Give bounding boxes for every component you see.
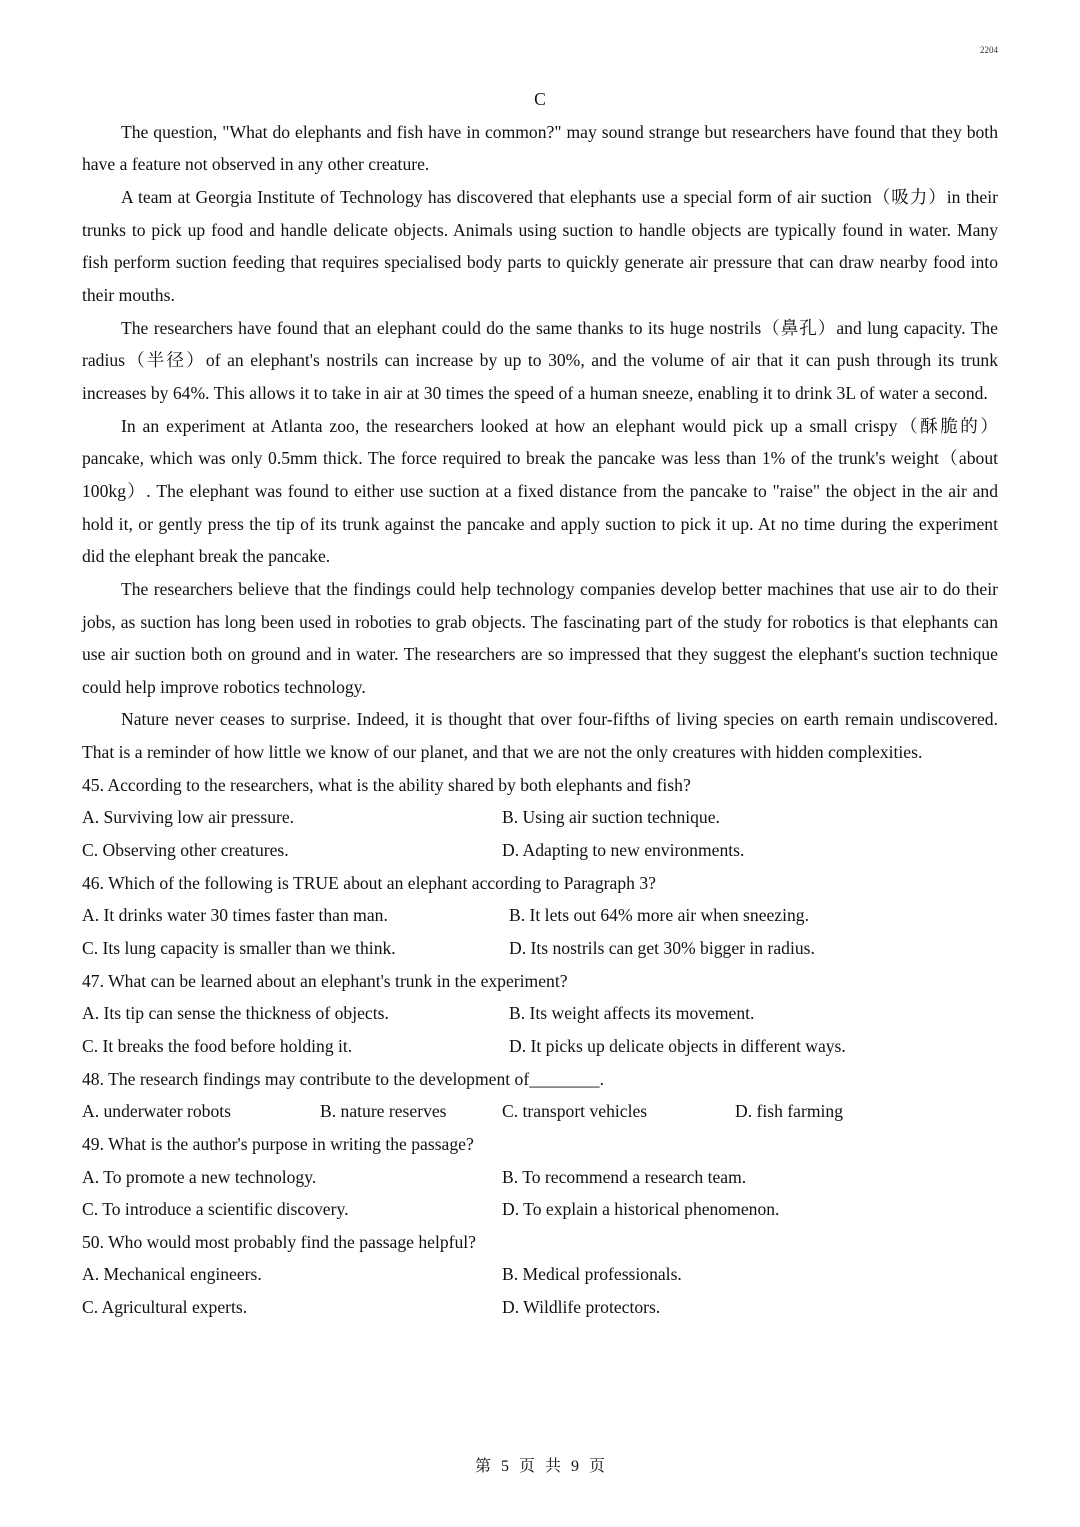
question-46 [82, 867, 998, 965]
question-stem: 50. Who would most probably find the passage helpful? [82, 1231, 476, 1252]
option-c: C. Observing other creatures. [82, 840, 289, 861]
option-a: A. To promote a new technology. [82, 1166, 317, 1187]
paragraph-1: The question, "What do elephants and fish have in common?" may sound strange but researchers have found that they both have a feature not observed in any other creature. [82, 121, 998, 175]
option-c: C. Agricultural experts. [82, 1297, 248, 1318]
option-b: B. Its weight affects its movement. [509, 1003, 755, 1024]
question-stem: 47. What can be learned about an elephant's trunk in the experiment? [82, 970, 568, 991]
option-d: D. Its nostrils can get 30% bigger in radius. [509, 938, 815, 959]
page-code: 2204 [980, 45, 998, 55]
option-a: A. It drinks water 30 times faster than man. [82, 905, 388, 926]
option-c: C. It breaks the food before holding it. [82, 1035, 353, 1056]
option-b: B. nature reserves [320, 1101, 447, 1122]
option-b: B. Medical professionals. [502, 1264, 682, 1285]
section-heading: C [534, 89, 546, 109]
paragraph-2: A team at Georgia Institute of Technology has discovered that elephants use a special form of air suction（吸力）in their trunks to pick up food and handle delicate objects. Animals using suction to handle objects are typically found in water. Many fish perform suction feeding that requires specialised body parts to quickly generate air pressure that can draw nearby food into their mouths. [82, 186, 998, 305]
document-body [82, 83, 998, 1324]
paragraph-4: In an experiment at Atlanta zoo, the researchers looked at how an elephant would pick up a small crispy（酥脆的）pancake, which was only 0.5mm thick. The force required to break the pancake was less than 1% of the trunk's weight（about 100kg）. The elephant was found to either use suction at a fixed distance from the pancake to "raise" the object in the air and hold it, or gently press the tip of its trunk against the pancake and apply suction to pick it up. At no time during the experiment did the elephant break the pancake. [82, 415, 998, 567]
option-c: C. To introduce a scientific discovery. [82, 1199, 349, 1220]
question-47 [82, 965, 998, 1063]
question-stem: 48. The research findings may contribute to the development of________. [82, 1068, 604, 1089]
option-a: A. Surviving low air pressure. [82, 807, 295, 828]
question-45 [82, 769, 998, 867]
option-d: D. Wildlife protectors. [502, 1297, 661, 1318]
paragraph-5: The researchers believe that the findings could help technology companies develop better machines that use air to do their jobs, as suction has long been used in roboties to grab objects. The fascinating part of the study for robotics is that elephants can use air suction both on ground and in water. The researchers are so impressed that they suggest the elephant's suction technique could help improve robotics technology. [82, 578, 998, 697]
option-b: B. It lets out 64% more air when sneezing. [509, 905, 809, 926]
question-49 [82, 1128, 998, 1226]
option-a: A. Its tip can sense the thickness of objects. [82, 1003, 389, 1024]
option-d: D. fish farming [735, 1101, 843, 1122]
question-stem: 45. According to the researchers, what is the ability shared by both elephants and fish? [82, 774, 691, 795]
paragraph-3: The researchers have found that an elephant could do the same thanks to its huge nostrils（鼻孔）and lung capacity. The radius（半径）of an elephant's nostrils can increase by up to 30%, and the volume of air that it can push through its trunk increases by 64%. This allows it to take in air at 30 times the speed of a human sneeze, enabling it to drink 3L of water a second. [82, 317, 998, 403]
option-b: B. To recommend a research team. [502, 1166, 747, 1187]
option-d: D. To explain a historical phenomenon. [502, 1199, 780, 1220]
option-a: A. underwater robots [82, 1101, 232, 1122]
question-48 [82, 1063, 998, 1128]
option-a: A. Mechanical engineers. [82, 1264, 262, 1285]
page-footer: 第 5 页 共 9 页 [474, 1458, 605, 1475]
option-c: C. transport vehicles [502, 1101, 648, 1122]
option-d: D. It picks up delicate objects in different ways. [509, 1035, 846, 1056]
option-c: C. Its lung capacity is smaller than we think. [82, 938, 396, 959]
question-50 [82, 1226, 998, 1324]
option-b: B. Using air suction technique. [502, 807, 720, 828]
question-stem: 49. What is the author's purpose in writing the passage? [82, 1133, 474, 1154]
option-d: D. Adapting to new environments. [502, 840, 745, 861]
question-stem: 46. Which of the following is TRUE about an elephant according to Paragraph 3? [82, 872, 656, 893]
paragraph-6: Nature never ceases to surprise. Indeed, it is thought that over four-fifths of living species on earth remain undiscovered. That is a reminder of how little we know of our planet, and that we are not the only creatures with hidden complexities. [82, 709, 998, 763]
